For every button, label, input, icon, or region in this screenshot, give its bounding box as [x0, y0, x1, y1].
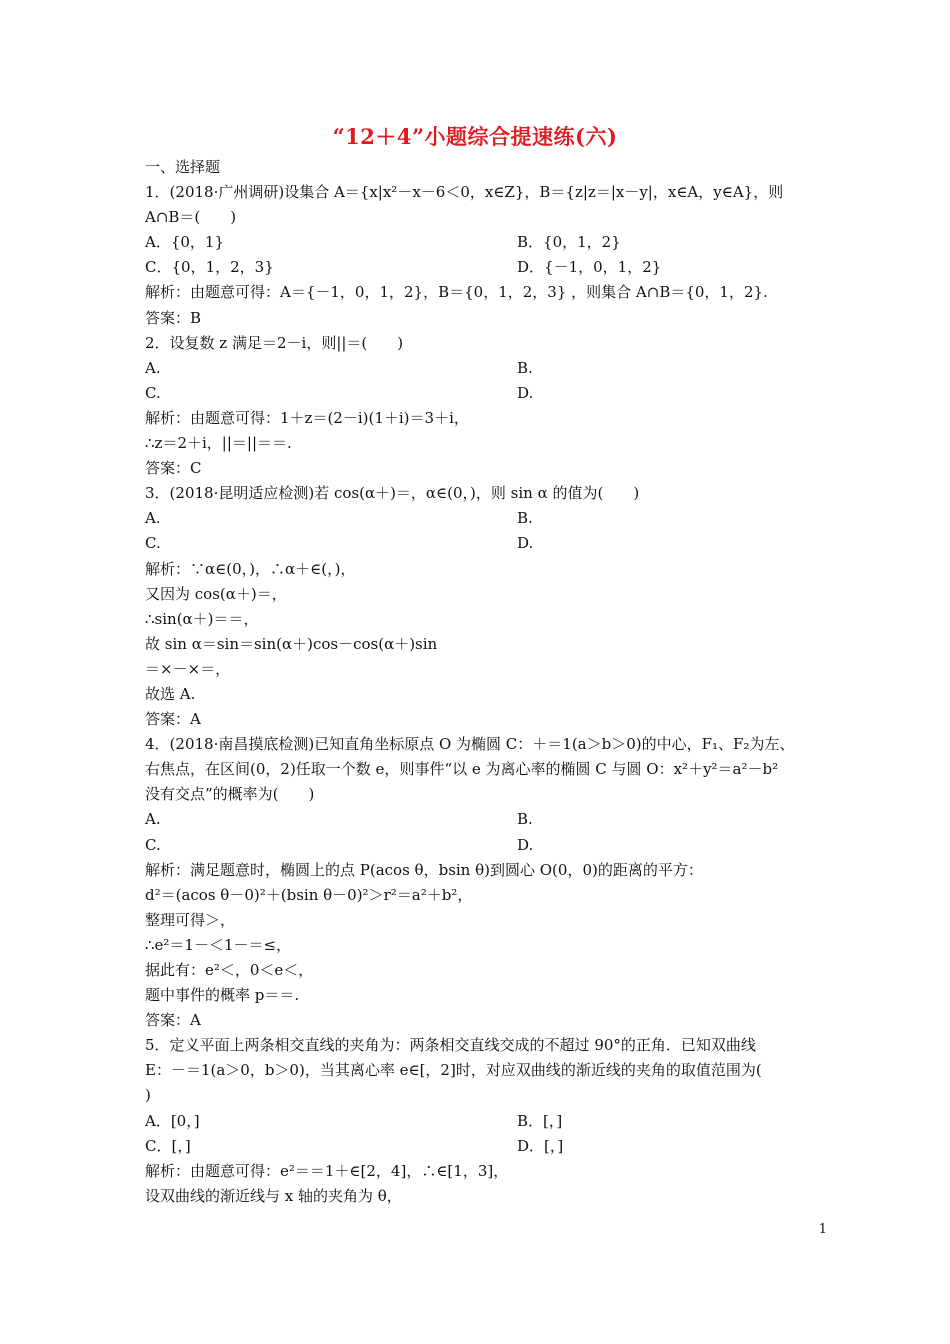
- text-line: 2．设复数 z 满足＝2－i，则||＝( ): [145, 333, 404, 352]
- text-line: 1．(2018·广州调研)设集合 A＝{x|x²－x－6＜0，x∈Z}，B＝{z|z＝|x－y|，x∈A，y∈A}，则: [145, 183, 784, 202]
- option-left: A.: [145, 358, 161, 377]
- text-line: ＝×－×＝，: [145, 659, 231, 678]
- text-line: ∴sin(α＋)＝＝，: [145, 609, 259, 628]
- option-left: A.: [145, 509, 161, 528]
- option-right: D．{－1，0，1，2}: [517, 258, 662, 277]
- text-line: ∴z＝2＋i，||＝||＝＝.: [145, 434, 292, 453]
- option-left: A．{0，1}: [145, 233, 225, 252]
- text-line: 解析：由题意可得：e²＝＝1＋∈[2，4]，∴∈[1，3]，: [145, 1161, 509, 1180]
- text-line: 整理可得＞，: [145, 910, 236, 929]
- text-line: 又因为 cos(α＋)＝，: [145, 584, 287, 603]
- text-line: 答案：B: [145, 308, 202, 327]
- text-line: 解析：由题意可得：1＋z＝(2－i)(1＋i)＝3＋i，: [145, 408, 469, 427]
- option-row: [145, 381, 825, 406]
- text-line: ∴e²＝1－＜1－＝≤，: [145, 935, 292, 954]
- option-right: B.: [517, 509, 533, 528]
- text-line: 解析：满足题意时，椭圆上的点 P(acos θ，bsin θ)到圆心 O(0，0)的距离的平方：: [145, 860, 703, 879]
- option-left: A．[0，]: [145, 1111, 200, 1130]
- text-line: E：－＝1(a＞0，b＞0)，当其离心率 e∈[，2]时，对应双曲线的渐近线的夹角的取值范围为(: [145, 1061, 762, 1080]
- text-line: 右焦点，在区间(0，2)任取一个数 e，则事件“以 e 为离心率的椭圆 C 与圆 O：x²＋y²＝a²－b²: [145, 760, 779, 779]
- text-line: 故 sin α＝sin＝sin(α＋)cos－cos(α＋)sin: [145, 634, 438, 653]
- option-row: [145, 531, 825, 556]
- text-line: 答案：A: [145, 710, 201, 729]
- option-row: [145, 833, 825, 858]
- text-line: A∩B＝( ): [145, 208, 237, 227]
- option-right: D．[，]: [517, 1136, 564, 1155]
- text-line: 4．(2018·南昌摸底检测)已知直角坐标原点 O 为椭圆 C：＋＝1(a＞b＞0)的中心，F₁、F₂为左、: [145, 735, 795, 754]
- option-left: C.: [145, 835, 161, 854]
- text-line: 解析：由题意可得：A＝{－1，0，1，2}，B＝{0，1，2，3} ，则集合 A∩B＝{0，1，2}.: [145, 283, 768, 302]
- text-line: 5．定义平面上两条相交直线的夹角为：两条相交直线交成的不超过 90°的正角．已知双曲线: [145, 1036, 756, 1055]
- option-row: [145, 1134, 825, 1159]
- option-row: [145, 356, 825, 381]
- option-right: B.: [517, 810, 533, 829]
- text-line: ): [145, 1086, 151, 1105]
- option-left: C.: [145, 383, 161, 402]
- option-left: C．{0，1，2，3}: [145, 258, 274, 277]
- text-line: 解析：∵α∈(0，)，∴α＋∈(，)，: [145, 559, 356, 578]
- option-right: B．{0，1，2}: [517, 233, 621, 252]
- option-right: D.: [517, 534, 534, 553]
- text-line: 答案：A: [145, 1011, 201, 1030]
- option-row: [145, 230, 825, 255]
- page-title: “12＋4”小题综合提速练(六): [332, 124, 618, 149]
- text-line: d²＝(acos θ－0)²＋(bsin θ－0)²＞r²＝a²＋b²，: [145, 885, 473, 904]
- option-right: B.: [517, 358, 533, 377]
- option-right: D.: [517, 383, 534, 402]
- option-row: [145, 255, 825, 280]
- option-row: [145, 506, 825, 531]
- document-body: [145, 155, 825, 1209]
- page-number: 1: [818, 1222, 827, 1237]
- text-line: 3．(2018·昆明适应检测)若 cos(α＋)＝，α∈(0，)，则 sin α 的值为( ): [145, 484, 640, 503]
- option-left: C.: [145, 534, 161, 553]
- text-line: 一、选择题: [145, 158, 221, 176]
- text-line: 题中事件的概率 p＝＝.: [145, 986, 300, 1005]
- text-line: 没有交点”的概率为( ): [145, 785, 315, 804]
- option-right: B．[，]: [517, 1111, 563, 1130]
- text-line: 答案：C: [145, 459, 202, 478]
- option-row: [145, 807, 825, 832]
- option-right: D.: [517, 835, 534, 854]
- option-row: [145, 1109, 825, 1134]
- text-line: 故选 A.: [145, 684, 196, 703]
- option-left: C．[，]: [145, 1136, 191, 1155]
- text-line: 设双曲线的渐近线与 x 轴的夹角为 θ，: [145, 1186, 402, 1205]
- option-left: A.: [145, 810, 161, 829]
- text-line: 据此有：e²＜，0＜e＜，: [145, 961, 314, 979]
